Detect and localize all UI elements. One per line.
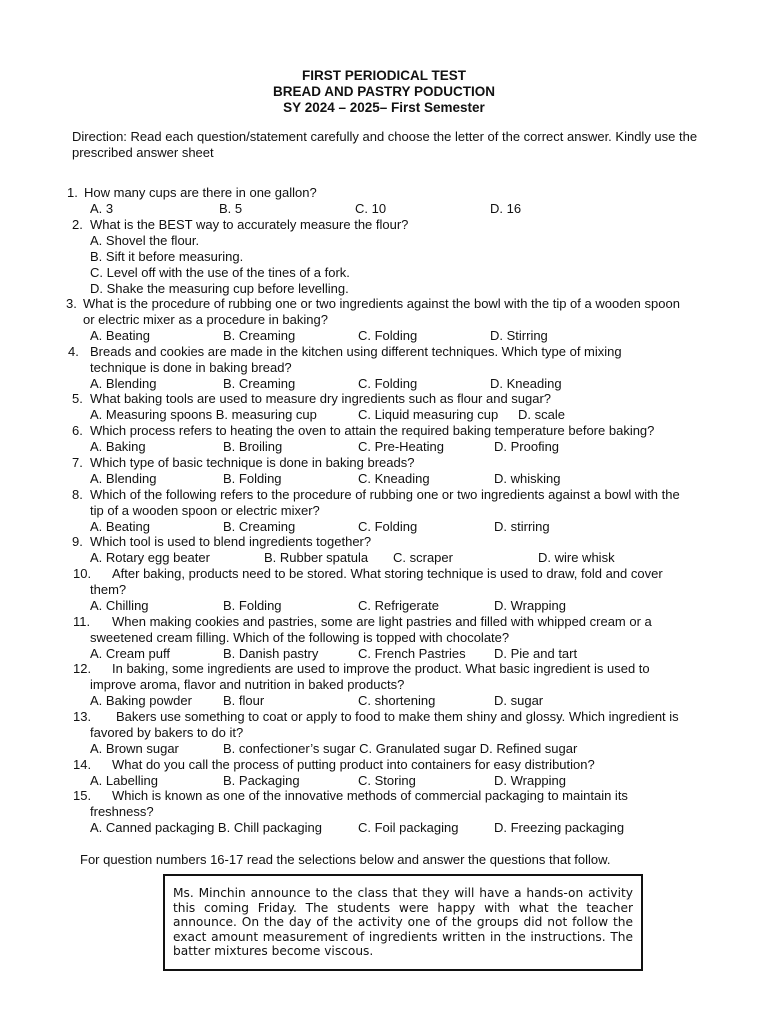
answer-choice: D. whisking: [494, 471, 561, 486]
question-number: 12.: [73, 661, 92, 676]
answer-choice: B. Packaging: [223, 773, 300, 788]
answer-choice: A. Rotary egg beater: [90, 550, 210, 565]
answer-choice: A. Baking: [90, 439, 146, 454]
answer-choice: C. Liquid measuring cup: [358, 407, 499, 422]
question-text: In baking, some ingredients are used to improve the product. What basic ingredient is used to: [112, 661, 650, 676]
answer-choice: A. Labelling: [90, 773, 158, 788]
question-number: 15.: [73, 788, 92, 803]
answer-choice: A. Canned packaging B. Chill packaging: [90, 820, 322, 835]
answer-choice: C. Pre-Heating: [358, 439, 444, 454]
question-text: What baking tools are used to measure dry ingredients such as flour and sugar?: [90, 391, 552, 406]
answer-choice: D. Pie and tart: [494, 646, 578, 661]
answer-choice: A. Beating: [90, 519, 150, 534]
question-number: 2.: [72, 217, 83, 232]
answer-choice: D. Kneading: [490, 376, 562, 391]
question-text: tip of a wooden spoon or electric mixer?: [90, 503, 320, 518]
answer-choice: C. shortening: [358, 693, 436, 708]
answer-choice: B. confectioner’s sugar C. Granulated sugar D. Refined sugar: [223, 741, 578, 756]
answer-choice: C. French Pastries: [358, 646, 466, 661]
answer-choice: D. sugar: [494, 693, 544, 708]
answer-choice: D. wire whisk: [538, 550, 615, 565]
answer-choice: A. Chilling: [90, 598, 149, 613]
question-number: 14.: [73, 757, 92, 772]
question-text: favored by bakers to do it?: [90, 725, 244, 740]
answer-choice: C. 10: [355, 201, 387, 216]
directions: Direction: Read each question/statement carefully and choose the letter of the correct answer. Kindly use the prescribed answer sheet: [72, 129, 698, 160]
question-number: 4.: [68, 344, 79, 359]
question-text: or electric mixer as a procedure in baking?: [83, 312, 328, 327]
answer-choice: D. Wrapping: [494, 598, 567, 613]
answer-choice: B. Folding: [223, 471, 282, 486]
question-number: 7.: [72, 455, 83, 470]
answer-choice: A. Brown sugar: [90, 741, 179, 756]
question-text: Breads and cookies are made in the kitchen using different techniques. Which type of mixing: [90, 344, 622, 359]
question-number: 6.: [72, 423, 83, 438]
answer-choice: C. Foil packaging: [358, 820, 459, 835]
test-title: FIRST PERIODICAL TEST: [301, 68, 466, 83]
question-text: After baking, products need to be stored. What storing technique is used to draw, fold and cover: [112, 566, 663, 581]
answer-choice: A. Cream puff: [90, 646, 170, 661]
answer-choice: C. Folding: [358, 376, 418, 391]
answer-choice: D. Wrapping: [494, 773, 567, 788]
answer-choice: D. stirring: [494, 519, 550, 534]
answer-choice: B. Broiling: [223, 439, 283, 454]
question-number: 11.: [73, 614, 91, 629]
question-text: When making cookies and pastries, some are light pastries and filled with whipped cream or a: [112, 614, 652, 629]
answer-choice: B. Creaming: [223, 519, 296, 534]
passage-box: [163, 874, 643, 971]
term-title: SY 2024 – 2025– First Semester: [283, 100, 485, 115]
question-text: Which tool is used to blend ingredients together?: [90, 534, 372, 549]
answer-choice: D. scale: [518, 407, 565, 422]
answer-choice: A. Baking powder: [90, 693, 192, 708]
answer-choice: C. scraper: [393, 550, 453, 565]
question-number: 5.: [72, 391, 83, 406]
answer-choice: A. Beating: [90, 328, 150, 343]
answer-choice: B. 5: [219, 201, 243, 216]
question-number: 1.: [67, 185, 78, 200]
question-text: How many cups are there in one gallon?: [84, 185, 317, 200]
question-number: 9.: [72, 534, 83, 549]
answer-choice: B. flour: [223, 693, 265, 708]
subject-title: BREAD AND PASTRY PODUCTION: [272, 84, 495, 99]
answer-choice: C. Kneading: [358, 471, 430, 486]
question-text: Which is known as one of the innovative methods of commercial packaging to maintain its: [112, 788, 628, 803]
answer-choice: A. Measuring spoons B. measuring cup: [90, 407, 317, 422]
answer-choice: D. Freezing packaging: [494, 820, 625, 835]
reading-passage: Ms. Minchin announce to the class that they will have a hands-on activity this coming Friday. The students were happy with what the teacher announce. On the day of the activity one of the groups did not follow the exact amount measurement of ingredients written in the instructions. The batter mixtures become viscous.: [173, 886, 633, 958]
answer-choice: B. Danish pastry: [223, 646, 319, 661]
question-text: Which process refers to heating the oven to attain the required baking temperature before baking?: [90, 423, 655, 438]
answer-choice: B. Rubber spatula: [264, 550, 369, 565]
answer-choice: A. Blending: [90, 471, 157, 486]
answer-choice: A. Shovel the flour.: [90, 233, 200, 248]
answer-choice: D. Shake the measuring cup before levelling.: [90, 281, 349, 296]
question-text: them?: [90, 582, 127, 597]
question-text: What is the procedure of rubbing one or two ingredients against the bowl with the tip of a wooden spoon: [83, 296, 680, 311]
answer-choice: C. Level off with the use of the tines of a fork.: [90, 265, 350, 280]
answer-choice: D. Proofing: [494, 439, 560, 454]
question-text: What is the BEST way to accurately measure the flour?: [90, 217, 409, 232]
answer-choice: C. Refrigerate: [358, 598, 439, 613]
answer-choice: C. Folding: [358, 519, 418, 534]
question-number: 13.: [73, 709, 92, 724]
answer-choice: D. Stirring: [490, 328, 548, 343]
question-text: improve aroma, flavor and nutrition in baked products?: [90, 677, 405, 692]
question-text: freshness?: [90, 804, 154, 819]
answer-choice: A. 3: [90, 201, 114, 216]
question-text: Which of the following refers to the procedure of rubbing one or two ingredients against a bowl with the: [90, 487, 680, 502]
question-number: 3.: [66, 296, 77, 311]
answer-choice: B. Creaming: [223, 328, 296, 343]
question-text: What do you call the process of putting product into containers for easy distribution?: [112, 757, 595, 772]
question-number: 10.: [73, 566, 92, 581]
question-text: sweetened cream filling. Which of the following is topped with chocolate?: [90, 630, 510, 645]
answer-choice: D. 16: [490, 201, 522, 216]
question-number: 8.: [72, 487, 83, 502]
answer-choice: B. Sift it before measuring.: [90, 249, 244, 264]
answer-choice: C. Storing: [358, 773, 416, 788]
answer-choice: A. Blending: [90, 376, 157, 391]
selection-note: For question numbers 16-17 read the selections below and answer the questions that follow.: [80, 852, 611, 867]
answer-choice: B. Creaming: [223, 376, 296, 391]
answer-choice: B. Folding: [223, 598, 282, 613]
answer-choice: C. Folding: [358, 328, 418, 343]
question-text: Bakers use something to coat or apply to food to make them shiny and glossy. Which ingredient is: [116, 709, 679, 724]
question-text: Which type of basic technique is done in baking breads?: [90, 455, 415, 470]
question-text: technique is done in baking bread?: [90, 360, 292, 375]
